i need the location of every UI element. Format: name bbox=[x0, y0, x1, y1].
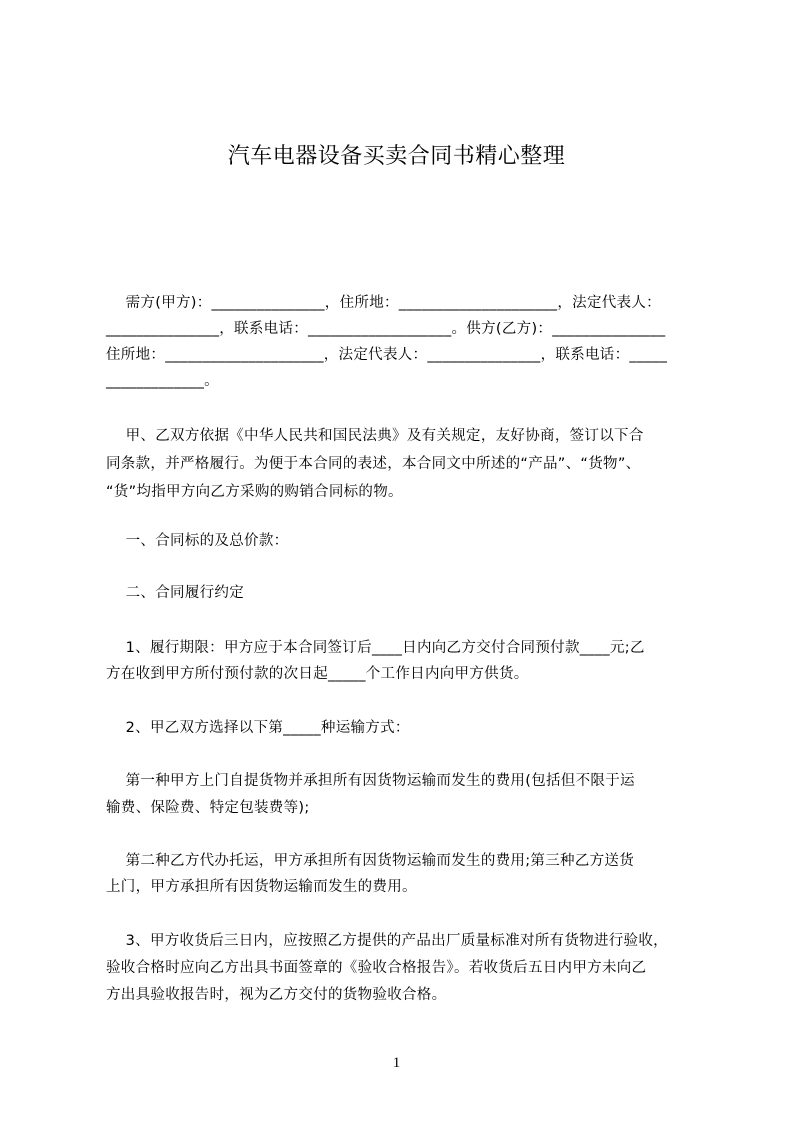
party-info-line: _____________。 bbox=[106, 373, 219, 389]
party-info-line: 住所地：_____________________，法定代表人：_______________，联系电话：_____ bbox=[106, 347, 668, 363]
transport-line: 第一种甲方上门自提货物并承担所有因货物运输而发生的费用(包括但不限于运 bbox=[106, 773, 635, 789]
document-title: 汽车电器设备买卖合同书精心整理 bbox=[227, 144, 566, 169]
party-info-line: 需方(甲方)：_______________，住所地：_____________________，法定代表人： bbox=[106, 295, 661, 311]
page-number: 1 bbox=[392, 1055, 401, 1071]
preamble-line: 同条款，并严格履行。为便于本合同的表述，本合同文中所述的“产品”、“货物”、 bbox=[106, 456, 641, 472]
clause-line: 方在收到甲方所付预付款的次日起_____个工作日内向甲方供货。 bbox=[106, 666, 529, 682]
preamble-line: “货”均指甲方向乙方采购的购销合同标的物。 bbox=[106, 484, 403, 500]
preamble-line: 甲、乙双方依据《中华人民共和国民法典》及有关规定，友好协商，签订以下合 bbox=[106, 428, 644, 444]
party-info-line: _______________，联系电话：___________________。供方(乙方)：_______________ bbox=[106, 321, 666, 337]
transport-line: 第二种乙方代办托运，甲方承担所有因货物运输而发生的费用;第三种乙方送货 bbox=[106, 853, 635, 869]
section-heading: 二、合同履行约定 bbox=[106, 585, 245, 601]
transport-line: 输费、保险费、特定包装费等); bbox=[106, 800, 310, 816]
section-heading: 一、合同标的及总价款： bbox=[106, 533, 289, 549]
clause-line: 验收合格时应向乙方出具书面签章的《验收合格报告》。若收货后五日内甲方未向乙 bbox=[106, 960, 647, 976]
clause-line: 3、甲方收货后三日内，应按照乙方提供的产品出厂质量标准对所有货物进行验收， bbox=[106, 933, 668, 949]
clause-line: 方出具验收报告时，视为乙方交付的货物验收合格。 bbox=[106, 987, 447, 1003]
transport-line: 上门，甲方承担所有因货物运输而发生的费用。 bbox=[106, 879, 417, 895]
clause-line: 2、甲乙双方选择以下第_____种运输方式： bbox=[106, 720, 410, 736]
clause-line: 1、履行期限：甲方应于本合同签订后____日内向乙方交付合同预付款____元;乙 bbox=[106, 640, 645, 656]
